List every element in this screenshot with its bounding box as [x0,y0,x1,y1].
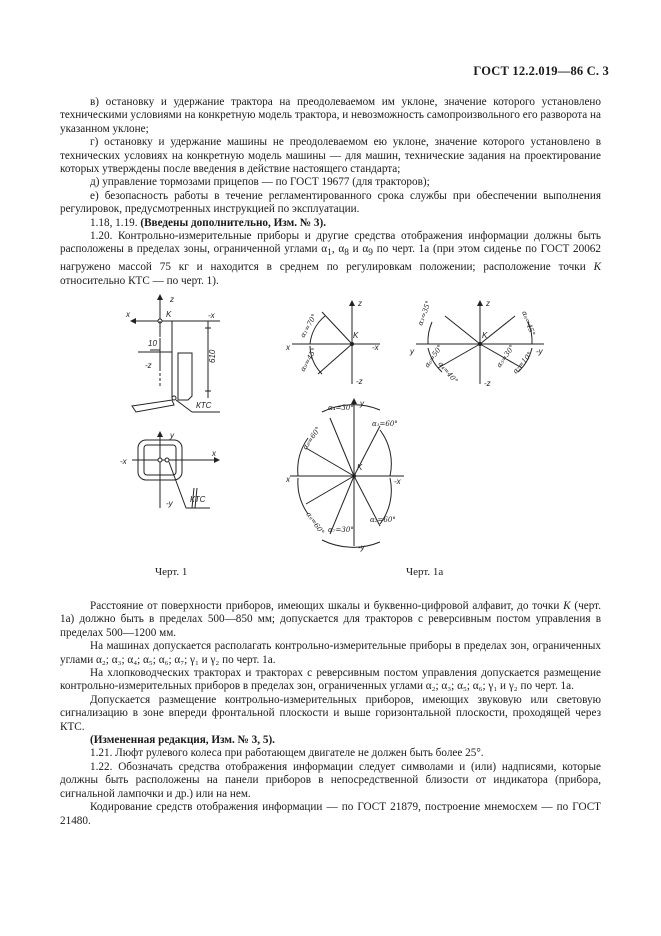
fig1a-right-z-label: z [486,299,490,308]
fig1-side-view [130,294,220,412]
point-k-label: K [166,310,172,319]
kts-label-plan: КТС [190,495,206,504]
clause-number: 1.18, 1.19. [90,216,141,229]
fig1a-caption: Черт. 1а [406,566,444,578]
fig1a-right-y-label: y [410,347,414,356]
alpha2-60-label: α₂=60° [370,516,396,524]
fig1a-bottom-k-label: K [357,463,363,472]
paragraph-1-21: 1.21. Люфт рулевого колеса при работающем двигателе не должен быть более 25°. [90,747,484,760]
fig1a-right-neg-z-label: -z [484,379,491,388]
amendment-note: (Введены дополнительно, Изм. № 3). [140,216,327,229]
axis-neg-x-label-plan: -x [120,457,127,466]
alpha4-30-label: α₄=30° [328,404,354,412]
paragraph-d: д) управление тормозами прицепов — по ГОСТ 19677 (для тракторов); [90,176,430,189]
alpha1-60-label: α₁=60° [372,420,398,428]
axis-y-label: y [170,431,174,440]
paragraph-machines: На машинах допускается располагать контрольно-измерительные приборы в пределах зон, ограниченных углами α₂; α₃; α₄; α₅; α₆; α₇; γ₁ и γ₂ по черт. 1а. [60,640,601,666]
text-run: 1.20. Контрольно-измерительные приборы и другие средства отображения информации должны быть расположены в пределах зоны, ограниченной углами α [60,230,601,256]
fig1a-bottom-y-label: y [360,399,364,408]
fig1a-z-label: z [358,299,362,308]
axis-neg-z-label: -z [145,361,152,370]
figure-drawing [60,288,601,558]
dim-610-label: 610 [208,349,217,363]
alpha8-45-label: α₈=45° [520,309,537,337]
alpha7-30-label: α₇=30° [328,526,354,534]
text-run: (черт. 1а) должно быть в пределах 500—850 мм; допускается для тракторов с реверсивным постом управления в пределах 500—1200 мм. [60,600,601,639]
page-header: ГОСТ 12.2.019—86 С. 3 [473,64,609,78]
paragraph-e: е) безопасность работы в течение регламентированного срока службы при обеспечении выполнения регулировок, предусмотренных инструкцией по эксплуатации. [60,189,601,216]
kts-label: КТС [196,401,212,410]
fig1a-k-label: K [353,331,359,340]
text-run: , α [331,243,345,256]
axis-x-label: x [126,310,130,319]
fig1-caption: Черт. 1 [155,566,188,578]
subscript: 1 [327,248,332,259]
axis-z-label: z [170,295,174,304]
text-run: по черт. 1а (при этом сиденье по ГОСТ 20062 нагружено массой 75 кг и находится в среднем по регулировкам положении; расположение точки [60,243,601,274]
top-text-block [60,96,601,288]
text-run: Расстояние от поверхности приборов, имеющих шкалы и буквенно-цифровой алфавит, до точки [90,600,564,612]
alpha3-35-label: α₃=35° [416,299,433,327]
text-run: относительно КТС — по черт. 1). [60,274,219,287]
paragraph-1-20 [60,230,601,288]
alpha5-30-label: α₅=30° [495,343,517,370]
fig1a-right-neg-y-label: -y [536,347,543,356]
alpha9-60-label: α₉=60° [304,510,326,537]
paragraph-g: г) остановку и удержание машины не преодолеваемом ею уклоне, значение которого установлено в технических условиях на конкретную модель машины — для машин, технические задания на проектирование которых утверждены после введения в действие настоящего стандарта; [60,136,601,176]
fig1a-bottom-x-label: x [286,475,290,484]
subscript: 9 [368,248,373,259]
axis-neg-y-label: -y [166,499,173,508]
axis-x-label-plan: x [212,449,216,458]
paragraph-1-18 [60,217,601,230]
alpha6-50-label: α₆=50° [423,343,445,370]
fig1a-bottom-neg-y-label: -y [358,543,365,552]
dim-10-label: 10 [148,339,157,348]
point-k: К [563,600,571,612]
subscript: 8 [344,248,349,259]
alpha8-60-label: α₈=60° [301,425,323,452]
fig1-plan-view [132,431,220,508]
paragraph-v: в) остановку и удержание трактора на преодолеваемом им уклоне, значение которого установлено техническими условиями на конкретную модель трактора, и невозможность самопроизвольного его разворота на указанном уклоне; [60,96,601,135]
fig1a-right-k-label: K [482,331,488,340]
paragraph-signals: Допускается размещение контрольно-измерительных приборов, имеющих звуковую или световую сигнализацию в зоне впереди фронтальной плоскости и выше горизонтальной плоскости, проходящей через КТС. [60,693,601,733]
paragraph-coding: Кодирование средств отображения информации — по ГОСТ 21879, построение мнемосхем — по ГОСТ 21480. [60,801,601,827]
alpha4-40-label: α₄=40° [436,360,460,386]
alpha7-10-label: α₇=10° [511,350,535,376]
fig1a-neg-z-label: -z [356,377,363,386]
fig1a-neg-x-label: -x [372,343,379,352]
fig1a-bottom-neg-x-label: -x [394,477,401,486]
paragraph-1-22: 1.22. Обозначать средства отображения информации следует символами и (или) надписями, которые должны быть расположены на панели приборов в непосредственной близости от индикатора (прибора, сигнальной лампочки и др.) или на нем. [60,760,601,800]
figures-area [60,288,601,558]
axis-neg-x-label: -x [208,311,215,320]
alpha1-70-label: α₁=70° [298,312,319,339]
point-k: К [593,261,601,274]
fig1a-x-label: x [286,343,290,352]
alpha9-45-label: α₉=45° [298,346,319,373]
text-run: и α [348,243,369,256]
amendment-note-2: (Измененная редакция, Изм. № 3, 5). [90,734,275,747]
paragraph-distance [60,600,601,640]
paragraph-cotton-tractors: На хлопководческих тракторах и тракторах с реверсивным постом управления допускается размещение контрольно-измерительных приборов в пределах зон, ограниченных углами α₂; α₃; α₅; α₆; γ₁ и γ₂ по черт. 1а. [60,667,601,693]
bottom-text-block [60,600,601,828]
